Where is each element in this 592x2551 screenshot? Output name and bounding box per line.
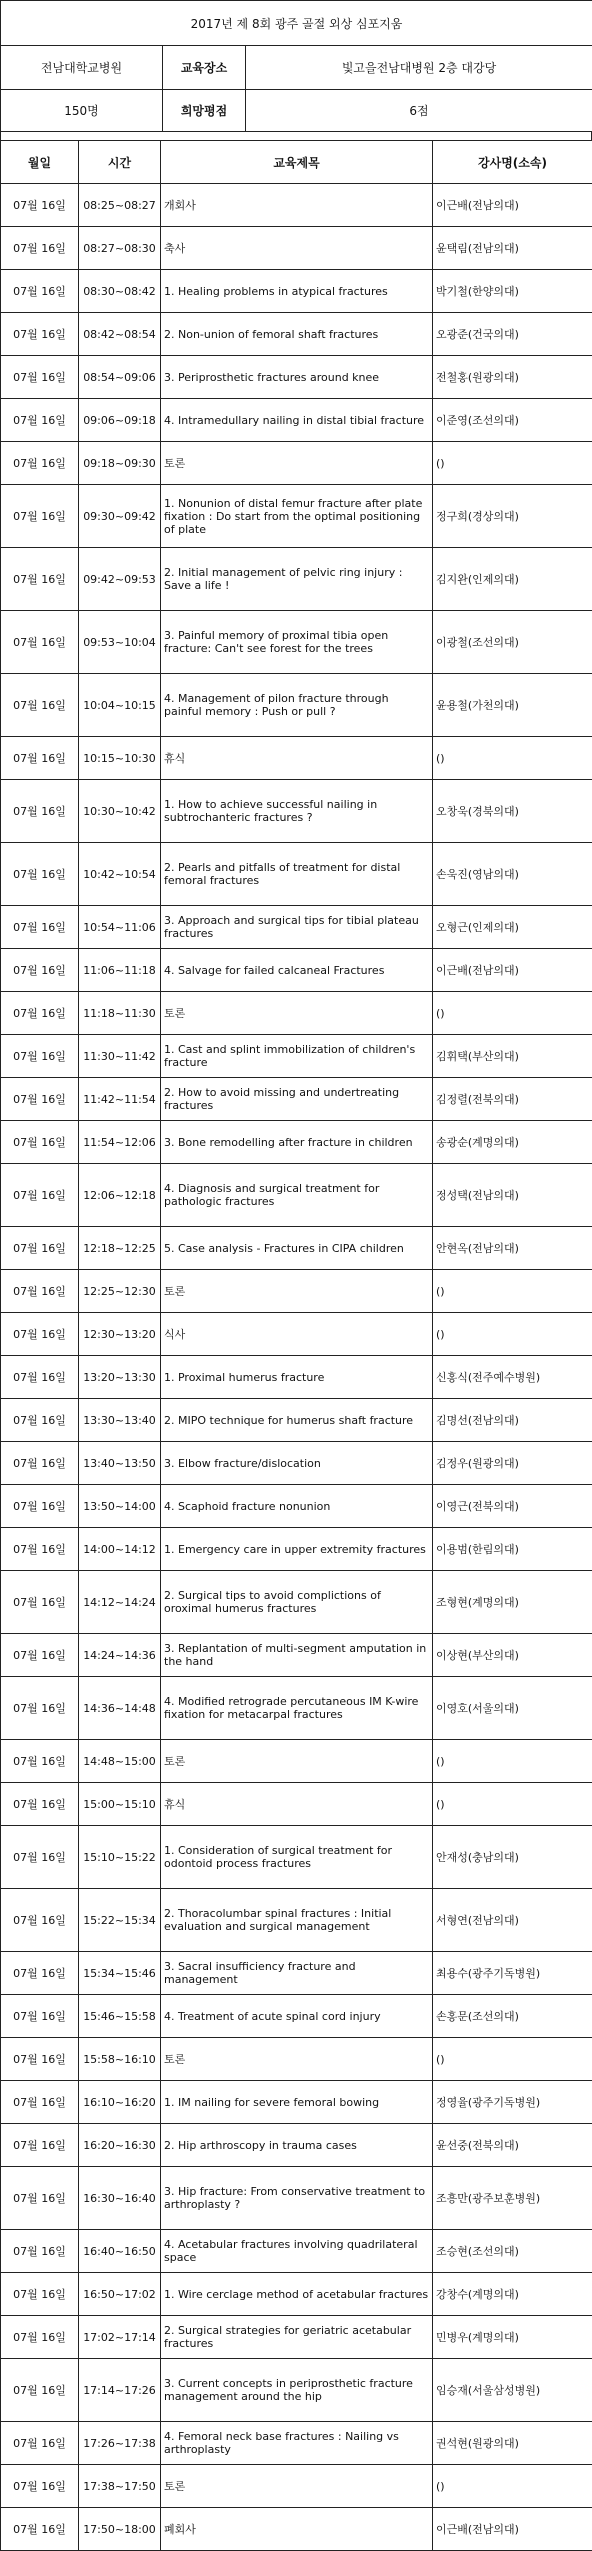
table-row bbox=[1, 992, 592, 1035]
row-date: 07월 16일 bbox=[1, 356, 79, 399]
table-row bbox=[1, 949, 592, 992]
row-date: 07월 16일 bbox=[1, 1571, 79, 1634]
row-time: 14:36~14:48 bbox=[79, 1677, 161, 1740]
table-row bbox=[1, 1740, 592, 1783]
table-row bbox=[1, 1528, 592, 1571]
row-course-title: 2. How to avoid missing and undertreating fractures bbox=[161, 1078, 433, 1121]
row-course-title: 2. Non-union of femoral shaft fractures bbox=[161, 313, 433, 356]
row-lecturer: 조승현(조선의대) bbox=[433, 2230, 592, 2273]
row-course-title: 3. Current concepts in periprosthetic fracture management around the hip bbox=[161, 2359, 433, 2422]
row-lecturer: 윤선중(전북의대) bbox=[433, 2124, 592, 2167]
row-date: 07월 16일 bbox=[1, 2081, 79, 2124]
row-lecturer: 신홍식(전주예수병원) bbox=[433, 1356, 592, 1399]
row-course-title: 4. Treatment of acute spinal cord injury bbox=[161, 1995, 433, 2038]
row-lecturer: 이준영(조선의대) bbox=[433, 399, 592, 442]
table-row bbox=[1, 2124, 592, 2167]
table-row bbox=[1, 1952, 592, 1995]
row-time: 11:06~11:18 bbox=[79, 949, 161, 992]
row-lecturer: 민병우(계명의대) bbox=[433, 2316, 592, 2359]
row-date: 07월 16일 bbox=[1, 2422, 79, 2465]
table-row bbox=[1, 184, 592, 227]
row-course-title: 토론 bbox=[161, 442, 433, 485]
row-date: 07월 16일 bbox=[1, 1952, 79, 1995]
row-date: 07월 16일 bbox=[1, 1826, 79, 1889]
row-date: 07월 16일 bbox=[1, 2508, 79, 2551]
row-date: 07월 16일 bbox=[1, 906, 79, 949]
row-course-title: 1. Cast and splint immobilization of children's fracture bbox=[161, 1035, 433, 1078]
row-lecturer: 윤용철(가천의대) bbox=[433, 674, 592, 737]
schedule-body bbox=[1, 184, 592, 2551]
row-course-title: 1. Emergency care in upper extremity fractures bbox=[161, 1528, 433, 1571]
row-lecturer: 오형근(인제의대) bbox=[433, 906, 592, 949]
row-time: 08:25~08:27 bbox=[79, 184, 161, 227]
schedule-table bbox=[0, 140, 592, 2551]
event-title: 2017년 제 8회 광주 골절 외상 심포지움 bbox=[1, 1, 592, 46]
table-row bbox=[1, 399, 592, 442]
row-lecturer: 김휘택(부산의대) bbox=[433, 1035, 592, 1078]
table-row bbox=[1, 1313, 592, 1356]
table-row bbox=[1, 1356, 592, 1399]
row-course-title: 토론 bbox=[161, 1270, 433, 1313]
table-row bbox=[1, 1995, 592, 2038]
row-time: 13:40~13:50 bbox=[79, 1442, 161, 1485]
row-date: 07월 16일 bbox=[1, 2465, 79, 2508]
row-time: 15:58~16:10 bbox=[79, 2038, 161, 2081]
row-lecturer: 조흥만(광주보훈병원) bbox=[433, 2167, 592, 2230]
row-date: 07월 16일 bbox=[1, 548, 79, 611]
row-date: 07월 16일 bbox=[1, 399, 79, 442]
row-lecturer: 김정렬(전북의대) bbox=[433, 1078, 592, 1121]
row-date: 07월 16일 bbox=[1, 1740, 79, 1783]
row-course-title: 4. Management of pilon fracture through painful memory : Push or pull ? bbox=[161, 674, 433, 737]
row-course-title: 3. Bone remodelling after fracture in children bbox=[161, 1121, 433, 1164]
row-date: 07월 16일 bbox=[1, 184, 79, 227]
row-date: 07월 16일 bbox=[1, 2273, 79, 2316]
row-lecturer: 오광준(건국의대) bbox=[433, 313, 592, 356]
row-course-title: 3. Approach and surgical tips for tibial plateau fractures bbox=[161, 906, 433, 949]
row-date: 07월 16일 bbox=[1, 1270, 79, 1313]
row-lecturer: 손홍문(조선의대) bbox=[433, 1995, 592, 2038]
row-time: 11:42~11:54 bbox=[79, 1078, 161, 1121]
row-lecturer: 서형연(전남의대) bbox=[433, 1889, 592, 1952]
table-row bbox=[1, 1677, 592, 1740]
row-time: 15:34~15:46 bbox=[79, 1952, 161, 1995]
col-header-course: 교육제목 bbox=[161, 141, 433, 184]
row-time: 16:30~16:40 bbox=[79, 2167, 161, 2230]
row-course-title: 1. Healing problems in atypical fractures bbox=[161, 270, 433, 313]
row-lecturer: 송광순(계명의대) bbox=[433, 1121, 592, 1164]
row-date: 07월 16일 bbox=[1, 1227, 79, 1270]
row-time: 12:30~13:20 bbox=[79, 1313, 161, 1356]
row-course-title: 4. Salvage for failed calcaneal Fractures bbox=[161, 949, 433, 992]
table-row bbox=[1, 1485, 592, 1528]
row-time: 09:53~10:04 bbox=[79, 611, 161, 674]
row-date: 07월 16일 bbox=[1, 737, 79, 780]
row-time: 14:00~14:12 bbox=[79, 1528, 161, 1571]
row-course-title: 3. Replantation of multi-segment amputation in the hand bbox=[161, 1634, 433, 1677]
row-course-title: 1. How to achieve successful nailing in subtrochanteric fractures ? bbox=[161, 780, 433, 843]
row-date: 07월 16일 bbox=[1, 1035, 79, 1078]
row-time: 13:30~13:40 bbox=[79, 1399, 161, 1442]
table-row bbox=[1, 1227, 592, 1270]
row-course-title: 2. Thoracolumbar spinal fractures : Initial evaluation and surgical management bbox=[161, 1889, 433, 1952]
row-course-title: 3. Painful memory of proximal tibia open fracture: Can't see forest for the trees bbox=[161, 611, 433, 674]
col-header-time: 시간 bbox=[79, 141, 161, 184]
table-row bbox=[1, 227, 592, 270]
row-date: 07월 16일 bbox=[1, 1995, 79, 2038]
capacity-value: 150명 bbox=[1, 90, 163, 132]
row-time: 14:24~14:36 bbox=[79, 1634, 161, 1677]
row-date: 07월 16일 bbox=[1, 992, 79, 1035]
row-lecturer: () bbox=[433, 2038, 592, 2081]
row-time: 17:02~17:14 bbox=[79, 2316, 161, 2359]
table-row bbox=[1, 2316, 592, 2359]
row-lecturer: 정성택(전남의대) bbox=[433, 1164, 592, 1227]
row-date: 07월 16일 bbox=[1, 1078, 79, 1121]
row-time: 15:10~15:22 bbox=[79, 1826, 161, 1889]
row-lecturer: 강창수(계명의대) bbox=[433, 2273, 592, 2316]
table-row bbox=[1, 1164, 592, 1227]
row-course-title: 2. MIPO technique for humerus shaft fracture bbox=[161, 1399, 433, 1442]
table-row bbox=[1, 356, 592, 399]
row-course-title: 휴식 bbox=[161, 1783, 433, 1826]
venue-label: 교육장소 bbox=[163, 46, 246, 90]
row-time: 11:30~11:42 bbox=[79, 1035, 161, 1078]
row-date: 07월 16일 bbox=[1, 2038, 79, 2081]
row-course-title: 1. IM nailing for severe femoral bowing bbox=[161, 2081, 433, 2124]
row-lecturer: 이광철(조선의대) bbox=[433, 611, 592, 674]
table-row bbox=[1, 1399, 592, 1442]
row-time: 11:54~12:06 bbox=[79, 1121, 161, 1164]
row-time: 10:15~10:30 bbox=[79, 737, 161, 780]
row-time: 11:18~11:30 bbox=[79, 992, 161, 1035]
row-lecturer: 안재성(충남의대) bbox=[433, 1826, 592, 1889]
row-date: 07월 16일 bbox=[1, 780, 79, 843]
row-time: 16:40~16:50 bbox=[79, 2230, 161, 2273]
row-time: 09:42~09:53 bbox=[79, 548, 161, 611]
table-row bbox=[1, 2273, 592, 2316]
row-lecturer: 정영율(광주기독병원) bbox=[433, 2081, 592, 2124]
row-date: 07월 16일 bbox=[1, 2167, 79, 2230]
row-time: 17:38~17:50 bbox=[79, 2465, 161, 2508]
event-info-table bbox=[0, 0, 592, 132]
row-time: 12:25~12:30 bbox=[79, 1270, 161, 1313]
row-lecturer: 손욱진(영남의대) bbox=[433, 843, 592, 906]
row-course-title: 2. Surgical strategies for geriatric acetabular fractures bbox=[161, 2316, 433, 2359]
row-date: 07월 16일 bbox=[1, 1889, 79, 1952]
row-course-title: 2. Surgical tips to avoid complictions of oroximal humerus fractures bbox=[161, 1571, 433, 1634]
row-course-title: 4. Femoral neck base fractures : Nailing vs arthroplasty bbox=[161, 2422, 433, 2465]
table-row bbox=[1, 2038, 592, 2081]
row-date: 07월 16일 bbox=[1, 1783, 79, 1826]
row-time: 13:50~14:00 bbox=[79, 1485, 161, 1528]
table-row bbox=[1, 1035, 592, 1078]
row-time: 16:50~17:02 bbox=[79, 2273, 161, 2316]
table-row bbox=[1, 906, 592, 949]
row-course-title: 토론 bbox=[161, 1740, 433, 1783]
table-row bbox=[1, 611, 592, 674]
row-course-title: 1. Proximal humerus fracture bbox=[161, 1356, 433, 1399]
table-row bbox=[1, 2422, 592, 2465]
col-header-date: 월일 bbox=[1, 141, 79, 184]
table-row bbox=[1, 1826, 592, 1889]
row-course-title: 4. Scaphoid fracture nonunion bbox=[161, 1485, 433, 1528]
row-lecturer: 박기철(한양의대) bbox=[433, 270, 592, 313]
row-time: 08:42~08:54 bbox=[79, 313, 161, 356]
row-date: 07월 16일 bbox=[1, 227, 79, 270]
row-time: 08:54~09:06 bbox=[79, 356, 161, 399]
table-row bbox=[1, 548, 592, 611]
venue-value: 빛고을전남대병원 2층 대강당 bbox=[246, 46, 592, 90]
row-course-title: 개회사 bbox=[161, 184, 433, 227]
row-lecturer: 안현옥(전남의대) bbox=[433, 1227, 592, 1270]
row-lecturer: 조형현(계명의대) bbox=[433, 1571, 592, 1634]
row-lecturer: () bbox=[433, 442, 592, 485]
table-row bbox=[1, 270, 592, 313]
table-row bbox=[1, 737, 592, 780]
row-lecturer: () bbox=[433, 992, 592, 1035]
row-date: 07월 16일 bbox=[1, 485, 79, 548]
table-row bbox=[1, 2081, 592, 2124]
row-time: 15:00~15:10 bbox=[79, 1783, 161, 1826]
row-course-title: 1. Wire cerclage method of acetabular fractures bbox=[161, 2273, 433, 2316]
row-lecturer: 임승재(서울삼성병원) bbox=[433, 2359, 592, 2422]
row-time: 10:42~10:54 bbox=[79, 843, 161, 906]
row-time: 13:20~13:30 bbox=[79, 1356, 161, 1399]
row-course-title: 2. Pearls and pitfalls of treatment for distal femoral fractures bbox=[161, 843, 433, 906]
row-date: 07월 16일 bbox=[1, 674, 79, 737]
row-lecturer: () bbox=[433, 1270, 592, 1313]
row-course-title: 4. Intramedullary nailing in distal tibial fracture bbox=[161, 399, 433, 442]
row-date: 07월 16일 bbox=[1, 1164, 79, 1227]
row-lecturer: 이용범(한림의대) bbox=[433, 1528, 592, 1571]
row-course-title: 폐회사 bbox=[161, 2508, 433, 2551]
col-header-lecturer: 강사명(소속) bbox=[433, 141, 592, 184]
row-course-title: 토론 bbox=[161, 2465, 433, 2508]
credits-value: 6점 bbox=[246, 90, 592, 132]
row-date: 07월 16일 bbox=[1, 1528, 79, 1571]
row-date: 07월 16일 bbox=[1, 843, 79, 906]
table-row bbox=[1, 2167, 592, 2230]
table-row bbox=[1, 2359, 592, 2422]
row-lecturer: 이영호(서울의대) bbox=[433, 1677, 592, 1740]
row-course-title: 식사 bbox=[161, 1313, 433, 1356]
row-lecturer: () bbox=[433, 1783, 592, 1826]
row-lecturer: 이근배(전남의대) bbox=[433, 949, 592, 992]
row-date: 07월 16일 bbox=[1, 270, 79, 313]
row-course-title: 2. Initial management of pelvic ring injury : Save a life ! bbox=[161, 548, 433, 611]
row-time: 09:06~09:18 bbox=[79, 399, 161, 442]
row-date: 07월 16일 bbox=[1, 1356, 79, 1399]
row-course-title: 4. Diagnosis and surgical treatment for pathologic fractures bbox=[161, 1164, 433, 1227]
row-time: 10:04~10:15 bbox=[79, 674, 161, 737]
row-course-title: 3. Elbow fracture/dislocation bbox=[161, 1442, 433, 1485]
row-time: 15:22~15:34 bbox=[79, 1889, 161, 1952]
row-course-title: 1. Nonunion of distal femur fracture after plate fixation : Do start from the optimal positioning of plate bbox=[161, 485, 433, 548]
row-date: 07월 16일 bbox=[1, 1485, 79, 1528]
row-lecturer: 권석현(원광의대) bbox=[433, 2422, 592, 2465]
row-course-title: 휴식 bbox=[161, 737, 433, 780]
row-time: 17:14~17:26 bbox=[79, 2359, 161, 2422]
row-date: 07월 16일 bbox=[1, 2359, 79, 2422]
row-time: 08:27~08:30 bbox=[79, 227, 161, 270]
row-date: 07월 16일 bbox=[1, 2230, 79, 2273]
row-time: 12:06~12:18 bbox=[79, 1164, 161, 1227]
row-time: 17:50~18:00 bbox=[79, 2508, 161, 2551]
table-row bbox=[1, 2465, 592, 2508]
table-row bbox=[1, 674, 592, 737]
row-lecturer: 김지완(인제의대) bbox=[433, 548, 592, 611]
table-row bbox=[1, 843, 592, 906]
row-date: 07월 16일 bbox=[1, 949, 79, 992]
row-time: 17:26~17:38 bbox=[79, 2422, 161, 2465]
table-row bbox=[1, 2230, 592, 2273]
row-course-title: 토론 bbox=[161, 2038, 433, 2081]
row-lecturer: () bbox=[433, 1313, 592, 1356]
table-row bbox=[1, 1783, 592, 1826]
row-date: 07월 16일 bbox=[1, 1399, 79, 1442]
row-time: 09:18~09:30 bbox=[79, 442, 161, 485]
row-lecturer: () bbox=[433, 1740, 592, 1783]
row-date: 07월 16일 bbox=[1, 1677, 79, 1740]
row-date: 07월 16일 bbox=[1, 1313, 79, 1356]
host-institution: 전남대학교병원 bbox=[1, 46, 163, 90]
table-row bbox=[1, 485, 592, 548]
row-course-title: 5. Case analysis - Fractures in CIPA children bbox=[161, 1227, 433, 1270]
row-lecturer: 전철홍(원광의대) bbox=[433, 356, 592, 399]
row-course-title: 토론 bbox=[161, 992, 433, 1035]
row-lecturer: () bbox=[433, 737, 592, 780]
credits-label: 희망평점 bbox=[163, 90, 246, 132]
row-lecturer: 이영근(전북의대) bbox=[433, 1485, 592, 1528]
table-row bbox=[1, 1442, 592, 1485]
table-row bbox=[1, 1889, 592, 1952]
row-time: 12:18~12:25 bbox=[79, 1227, 161, 1270]
row-time: 16:10~16:20 bbox=[79, 2081, 161, 2124]
row-date: 07월 16일 bbox=[1, 1121, 79, 1164]
row-course-title: 4. Modified retrograde percutaneous IM K-wire fixation for metacarpal fractures bbox=[161, 1677, 433, 1740]
row-lecturer: 정구희(경상의대) bbox=[433, 485, 592, 548]
table-row bbox=[1, 1634, 592, 1677]
table-row bbox=[1, 313, 592, 356]
row-time: 14:12~14:24 bbox=[79, 1571, 161, 1634]
table-row bbox=[1, 2508, 592, 2551]
row-lecturer: 김정우(원광의대) bbox=[433, 1442, 592, 1485]
row-time: 16:20~16:30 bbox=[79, 2124, 161, 2167]
row-course-title: 축사 bbox=[161, 227, 433, 270]
row-time: 08:30~08:42 bbox=[79, 270, 161, 313]
row-time: 09:30~09:42 bbox=[79, 485, 161, 548]
row-lecturer: 이근배(전남의대) bbox=[433, 184, 592, 227]
row-course-title: 3. Hip fracture: From conservative treatment to arthroplasty ? bbox=[161, 2167, 433, 2230]
table-row bbox=[1, 1571, 592, 1634]
table-row bbox=[1, 1121, 592, 1164]
row-date: 07월 16일 bbox=[1, 442, 79, 485]
row-time: 15:46~15:58 bbox=[79, 1995, 161, 2038]
row-date: 07월 16일 bbox=[1, 313, 79, 356]
row-course-title: 1. Consideration of surgical treatment for odontoid process fractures bbox=[161, 1826, 433, 1889]
row-lecturer: 최용수(광주기독병원) bbox=[433, 1952, 592, 1995]
row-lecturer: 김명선(전남의대) bbox=[433, 1399, 592, 1442]
table-row bbox=[1, 1078, 592, 1121]
row-lecturer: 이근배(전남의대) bbox=[433, 2508, 592, 2551]
row-lecturer: 윤택림(전남의대) bbox=[433, 227, 592, 270]
row-course-title: 3. Sacral insufficiency fracture and management bbox=[161, 1952, 433, 1995]
row-lecturer: 이상현(부산의대) bbox=[433, 1634, 592, 1677]
row-date: 07월 16일 bbox=[1, 2124, 79, 2167]
row-time: 10:54~11:06 bbox=[79, 906, 161, 949]
row-course-title: 2. Hip arthroscopy in trauma cases bbox=[161, 2124, 433, 2167]
row-date: 07월 16일 bbox=[1, 1634, 79, 1677]
table-row bbox=[1, 1270, 592, 1313]
row-course-title: 4. Acetabular fractures involving quadrilateral space bbox=[161, 2230, 433, 2273]
row-time: 14:48~15:00 bbox=[79, 1740, 161, 1783]
row-date: 07월 16일 bbox=[1, 1442, 79, 1485]
row-time: 10:30~10:42 bbox=[79, 780, 161, 843]
row-lecturer: () bbox=[433, 2465, 592, 2508]
row-course-title: 3. Periprosthetic fractures around knee bbox=[161, 356, 433, 399]
row-date: 07월 16일 bbox=[1, 611, 79, 674]
row-date: 07월 16일 bbox=[1, 2316, 79, 2359]
table-row bbox=[1, 780, 592, 843]
table-row bbox=[1, 442, 592, 485]
section-gap bbox=[0, 132, 592, 140]
row-lecturer: 오창욱(경북의대) bbox=[433, 780, 592, 843]
